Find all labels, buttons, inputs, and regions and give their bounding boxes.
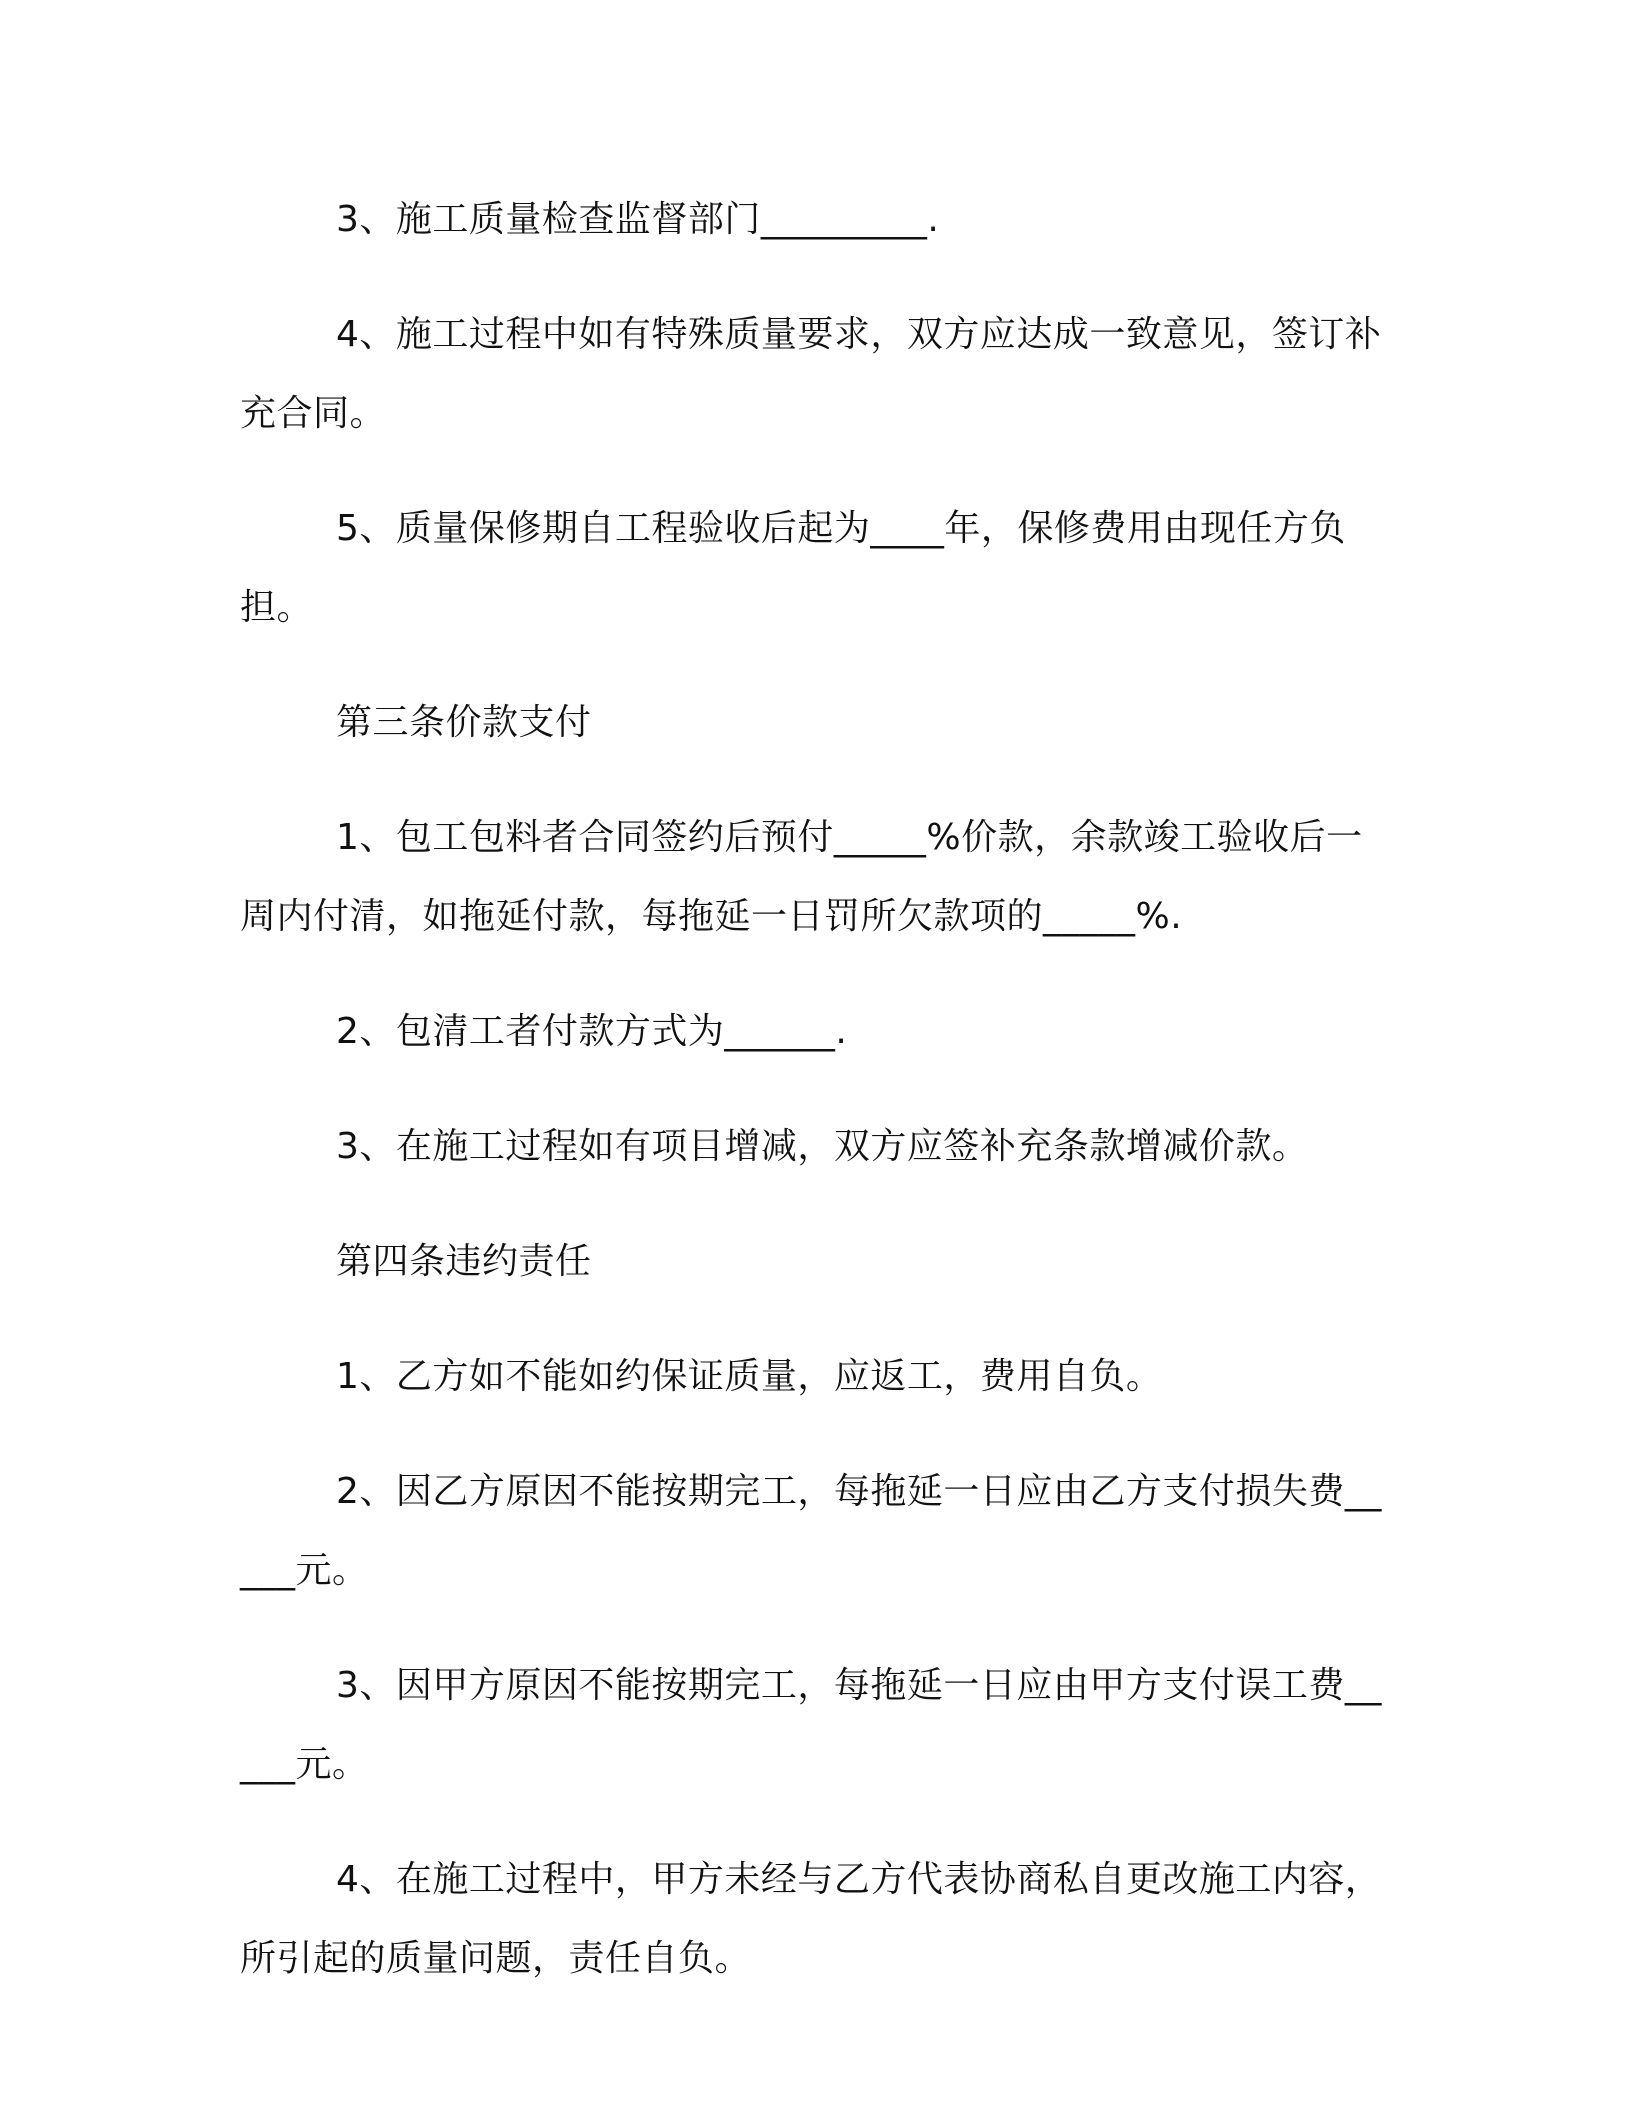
clause-3-heading: 第三条价款支付 [336, 702, 592, 743]
clause-4-item-4: 4、在施工过程中，甲方未经与乙方代表协商私自更改施工内容，所引起的质量问题，责任自负。 [240, 1859, 1382, 1979]
clause-3-item-3: 3、在施工过程如有项目增减，双方应签补充条款增减价款。 [336, 1126, 1309, 1167]
clause-4-item-3: 3、因甲方原因不能按期完工，每拖延一日应由甲方支付误工费_____元。 [240, 1665, 1382, 1785]
clause-4-item-1: 1、乙方如不能如约保证质量，应返工，费用自负。 [336, 1356, 1163, 1397]
clause-4-heading: 第四条违约责任 [336, 1241, 592, 1282]
clause-4-item-2: 2、因乙方原因不能按期完工，每拖延一日应由乙方支付损失费_____元。 [240, 1471, 1382, 1591]
clause-2-item-4: 4、施工过程中如有特殊质量要求，双方应达成一致意见，签订补充合同。 [240, 314, 1382, 434]
clause-3-item-2: 2、包清工者付款方式为______. [336, 1011, 848, 1052]
clause-2-item-3: 3、施工质量检查监督部门_________. [336, 199, 940, 240]
document-body [240, 180, 1390, 2034]
clause-2-item-5: 5、质量保修期自工程验收后起为____年，保修费用由现任方负担。 [240, 508, 1346, 628]
clause-3-item-1: 1、包工包料者合同签约后预付_____%价款，余款竣工验收后一周内付清，如拖延付款，每拖延一日罚所欠款项的_____%. [240, 817, 1363, 937]
